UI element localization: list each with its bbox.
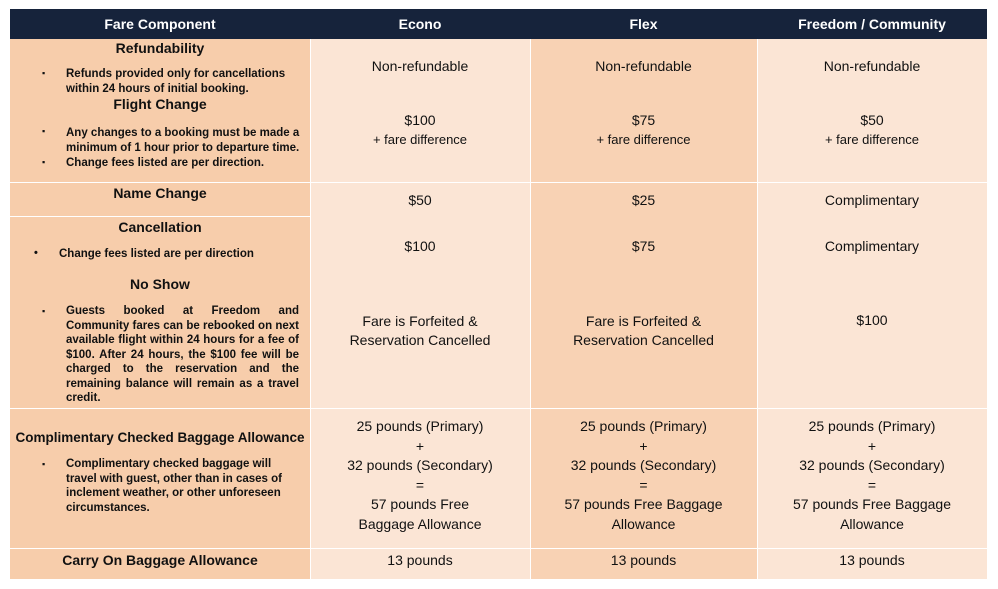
no-show-note: Guests booked at Freedom and Community fares can be rebooked on next available flight within 24 hours for a fee of $100. After 24 hours, the $100 fee will be charged to the reservation and the remaining balance will remain as a travel credit.: [66, 305, 299, 404]
flight-change-note: Any changes to a booking must be made a minimum of 1 hour prior to departure time.: [66, 127, 300, 154]
freedom-refundability: Non-refundable: [823, 58, 921, 74]
flex-no-show-line2: Reservation Cancelled: [573, 332, 714, 348]
bullet-square-icon: ▪: [42, 306, 46, 316]
baggage-line: 32 pounds (Secondary): [570, 457, 717, 473]
row-divider: [10, 216, 310, 217]
checked-baggage-note: Complimentary checked baggage will travel with guest, other than in cases of inclement weather, or other unforeseen circumstances.: [66, 458, 282, 514]
freedom-carry-on: 13 pounds: [839, 552, 905, 568]
cancellation-title: Cancellation: [118, 219, 202, 235]
freedom-name-change: Complimentary: [824, 192, 920, 208]
econo-refundability: Non-refundable: [371, 58, 469, 74]
flex-carry-on: 13 pounds: [610, 552, 677, 568]
econo-no-show-line1: Fare is Forfeited &: [362, 313, 478, 329]
bullet-square-icon: ▪: [42, 157, 46, 167]
baggage-line: 25 pounds (Primary): [808, 418, 936, 434]
baggage-line: 25 pounds (Primary): [580, 418, 707, 434]
flex-no-show-line1: Fare is Forfeited &: [585, 313, 702, 329]
refundability-title: Refundability: [115, 40, 205, 56]
row-divider: [10, 548, 987, 549]
bullet-square-icon: ▪: [42, 126, 46, 136]
econo-carry-on: 13 pounds: [387, 552, 453, 568]
bullet-square-icon: ▪: [42, 68, 46, 78]
baggage-line: Baggage Allowance: [358, 515, 482, 532]
flight-change-title: Flight Change: [113, 96, 207, 112]
header-econo: Econo: [398, 16, 442, 32]
row-divider: [10, 408, 987, 409]
header-freedom-community: Freedom / Community: [798, 16, 946, 32]
name-change-title: Name Change: [113, 185, 207, 201]
carry-on-title: Carry On Baggage Allowance: [62, 552, 258, 568]
flight-change-note: Change fees listed are per direction.: [66, 157, 265, 169]
baggage-line: +: [415, 437, 425, 454]
econo-name-change: $50: [408, 192, 432, 208]
flex-cancellation: $75: [631, 238, 656, 254]
bullet-dot-icon: •: [34, 247, 38, 259]
baggage-line: 25 pounds (Primary): [356, 418, 484, 434]
baggage-line: Allowance: [840, 515, 904, 532]
refundability-note: Refunds provided only for cancellations within 24 hours of initial booking.: [66, 68, 286, 95]
econo-cancellation: $100: [404, 238, 436, 254]
table-header: [10, 9, 987, 39]
econo-no-show-line2: Reservation Cancelled: [349, 332, 491, 348]
baggage-line: Allowance: [611, 515, 676, 532]
flex-refundability: Non-refundable: [595, 58, 692, 74]
freedom-checked-baggage: [757, 417, 987, 534]
baggage-line: =: [867, 476, 877, 493]
baggage-line: 57 pounds Free Baggage: [564, 496, 723, 512]
flex-name-change: $25: [631, 192, 656, 208]
freedom-flight-change-extra: + fare difference: [824, 132, 920, 147]
flex-checked-baggage: [530, 417, 757, 534]
freedom-no-show: $100: [856, 312, 888, 328]
econo-checked-baggage: [310, 417, 530, 534]
baggage-line: 32 pounds (Secondary): [799, 457, 945, 473]
row-divider: [10, 182, 987, 183]
freedom-flight-change-fee: $50: [860, 112, 884, 128]
no-show-title: No Show: [130, 276, 190, 292]
header-flex: Flex: [629, 16, 658, 32]
baggage-line: =: [415, 476, 425, 493]
baggage-line: =: [639, 476, 648, 493]
baggage-line: +: [867, 437, 877, 454]
baggage-line: +: [639, 437, 648, 454]
checked-baggage-title: Complimentary Checked Baggage Allowance: [15, 430, 305, 445]
bullet-square-icon: ▪: [42, 459, 46, 469]
header-fare-component: Fare Component: [104, 16, 216, 32]
econo-flight-change-fee: $100: [404, 112, 436, 128]
flex-flight-change-fee: $75: [631, 112, 656, 128]
econo-flight-change-extra: + fare difference: [372, 132, 468, 147]
flex-flight-change-extra: + fare difference: [596, 132, 691, 147]
freedom-cancellation: Complimentary: [824, 238, 920, 254]
baggage-line: 57 pounds Free Baggage: [792, 496, 951, 512]
baggage-line: 57 pounds Free: [370, 496, 470, 512]
baggage-line: 32 pounds (Secondary): [347, 457, 493, 473]
cancellation-note: Change fees listed are per direction: [59, 248, 254, 260]
